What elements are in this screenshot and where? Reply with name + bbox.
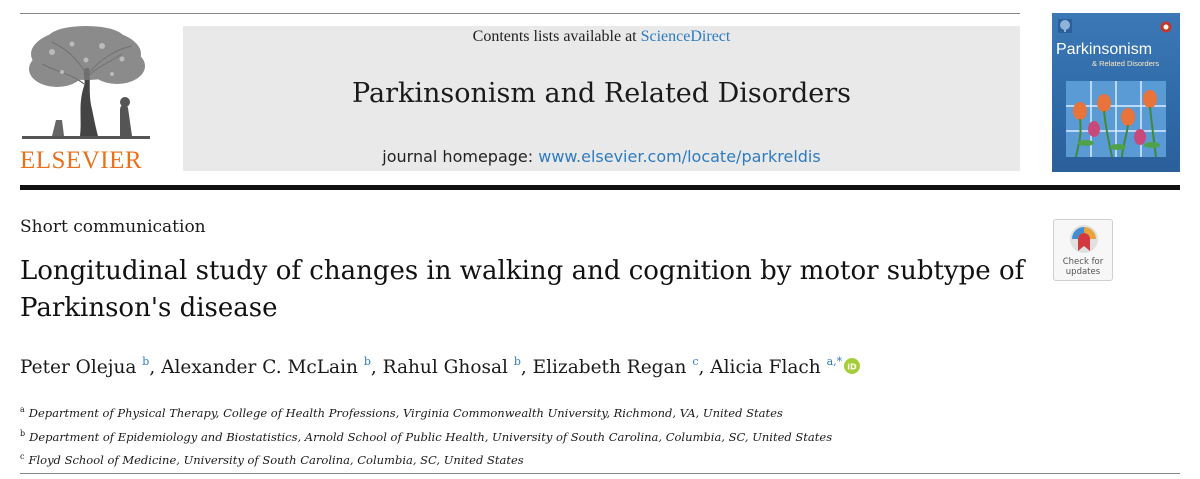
affiliation-item (20, 447, 832, 471)
orcid-icon[interactable] (844, 358, 860, 374)
affiliation-key: b (20, 428, 26, 438)
check-updates-line1: Check for (1062, 257, 1104, 267)
affiliation-item (20, 400, 832, 424)
article-type: Short communication (20, 217, 206, 237)
author-affiliation-ref[interactable]: b (142, 355, 150, 368)
cover-title: Parkinsonism (1056, 41, 1153, 58)
bottom-rule (20, 473, 1180, 474)
homepage-prefix: journal homepage: (382, 147, 539, 166)
svg-text:iD: iD (847, 362, 857, 372)
author-affiliation-ref[interactable]: c (692, 355, 699, 368)
journal-title[interactable]: Parkinsonism and Related Disorders (352, 78, 851, 109)
check-updates-label (1054, 257, 1112, 277)
publisher-logo[interactable] (20, 24, 160, 174)
author-separator: , (698, 357, 711, 378)
author-affiliation-ref[interactable]: b (363, 355, 371, 368)
contents-prefix: Contents lists available at (472, 28, 641, 45)
article-title: Longitudinal study of changes in walking and cognition by motor subtype of Parkinson's disease (20, 256, 1025, 323)
author-affiliation-ref[interactable]: a,* (826, 355, 843, 368)
header-divider (20, 185, 1180, 190)
elsevier-tree-logo-icon (22, 24, 150, 144)
top-rule (20, 13, 1020, 14)
affiliation-text: Floyd School of Medicine, University of South Carolina, Columbia, SC, United States (28, 453, 524, 467)
homepage-link[interactable]: www.elsevier.com/locate/parkreldis (538, 147, 821, 166)
author-name[interactable]: Rahul Ghosal (382, 357, 508, 378)
affiliation-key: a (20, 405, 25, 414)
affiliation-text: Department of Physical Therapy, College of Health Professions, Virginia Commonwealth University, Richmond, VA, United States (28, 406, 783, 420)
cover-subtitle: & Related Disorders (1092, 59, 1160, 68)
author-name[interactable]: Elizabeth Regan (532, 357, 687, 378)
affiliation-text: Department of Epidemiology and Biostatistics, Arnold School of Public Health, University of South Carolina, Columbia, SC, United States (29, 429, 833, 444)
affiliation-list (20, 400, 832, 471)
author-separator: , (149, 357, 162, 378)
journal-header (183, 26, 1020, 171)
check-for-updates-button[interactable] (1053, 219, 1113, 281)
author-name[interactable]: Alexander C. McLain (161, 357, 358, 378)
affiliation-item (20, 424, 832, 448)
elsevier-mini-logo-icon (1058, 19, 1072, 33)
homepage-line (183, 147, 1020, 166)
publisher-wordmark: ELSEVIER (20, 147, 143, 174)
author-name[interactable]: Peter Olejua (20, 357, 137, 378)
journal-emblem-icon (1160, 21, 1172, 33)
author-name[interactable]: Alicia Flach (710, 357, 821, 378)
cover-artwork-icon (1066, 81, 1166, 157)
journal-cover[interactable] (1052, 13, 1180, 172)
author-separator: , (520, 357, 533, 378)
crossmark-icon (1069, 224, 1099, 254)
author-separator: , (370, 357, 383, 378)
check-updates-line2: updates (1065, 267, 1101, 277)
contents-line (183, 28, 1020, 46)
author-affiliation-ref[interactable]: b (513, 355, 521, 368)
sciencedirect-link[interactable]: ScienceDirect (640, 28, 731, 45)
author-list (20, 355, 860, 378)
affiliation-key: c (20, 452, 25, 461)
